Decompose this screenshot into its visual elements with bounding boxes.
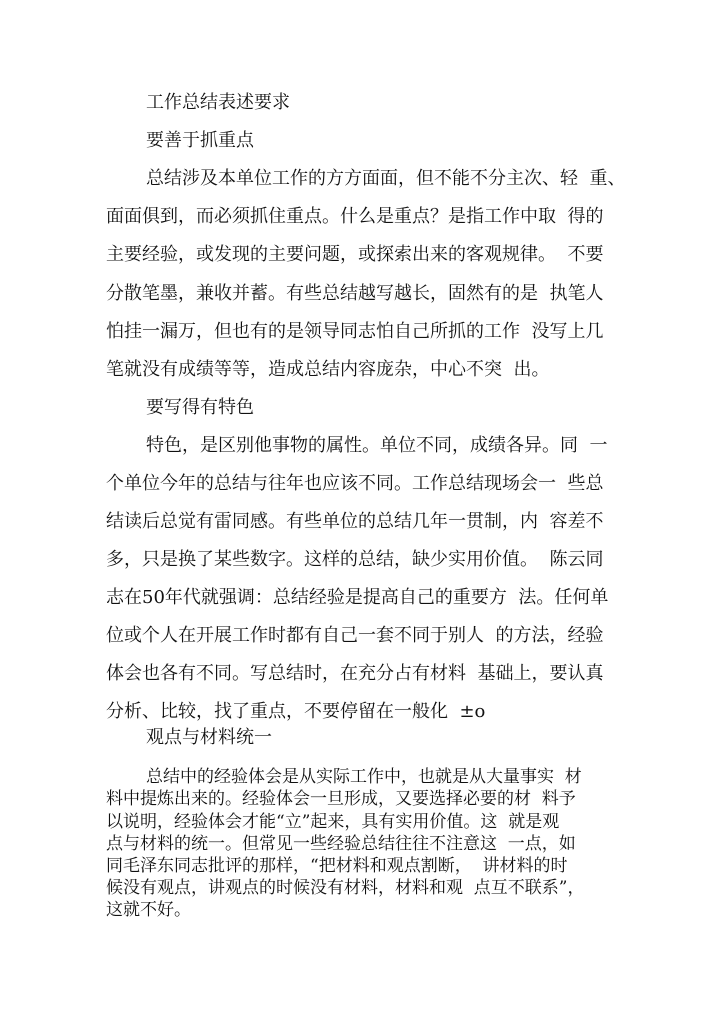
paragraph-line: 分散笔墨，兼收并蓄。有些总结越写越长，固然有的是 执笔人 bbox=[106, 283, 604, 304]
paragraph-line: 以说明，经验体会才能“立”起来，具有实用价值。这 就是观 bbox=[106, 812, 560, 832]
paragraph-line: 分析、比较，找了重点，不要停留在一般化 ±o bbox=[106, 701, 486, 722]
paragraph-line: 位或个人在开展工作时都有自己一套不同于别人 的方法，经验 bbox=[106, 625, 604, 646]
section-heading: 要善于抓重点 bbox=[146, 130, 254, 151]
paragraph-line: 笔就没有成绩等等，造成总结内容庞杂，中心不突 出。 bbox=[106, 359, 550, 380]
section-heading: 观点与材料统一 bbox=[146, 727, 272, 748]
paragraph-line: 志在50年代就强调：总结经验是提高自己的重要方 法。任何单 bbox=[106, 587, 609, 608]
paragraph-line: 同毛泽东同志批评的那样，“把材料和观点割断， 讲材料的时 bbox=[106, 856, 568, 876]
paragraph-line: 总结中的经验体会是从实际工作中，也就是从大量事实 材 bbox=[146, 767, 582, 787]
paragraph-line: 体会也各有不同。写总结时，在充分占有材料 基础上，要认真 bbox=[106, 663, 604, 684]
paragraph-line: 总结涉及本单位工作的方方面面，但不能不分主次、轻 重、 bbox=[146, 168, 626, 189]
paragraph-line: 这就不好。 bbox=[106, 900, 191, 920]
paragraph-line: 结读后总觉有雷同感。有些单位的总结几年一贯制，内 容差不 bbox=[106, 511, 604, 532]
paragraph-line: 面面俱到，而必须抓住重点。什么是重点？是指工作中取 得的 bbox=[106, 206, 604, 227]
paragraph-line: 料中提炼出来的。经验体会一旦形成，又要选择必要的材 料予 bbox=[106, 789, 576, 809]
section-heading: 要写得有特色 bbox=[146, 397, 254, 418]
paragraph-line: 点与材料的统一。但常见一些经验总结往往不注意这 一点，如 bbox=[106, 834, 576, 854]
paragraph-line: 个单位今年的总结与往年也应该不同。工作总结现场会一 些总 bbox=[106, 473, 604, 494]
document-title: 工作总结表述要求 bbox=[146, 92, 290, 113]
paragraph-line: 主要经验，或发现的主要问题，或探索出来的客观规律。 不要 bbox=[106, 244, 604, 265]
paragraph-line: 候没有观点，讲观点的时候没有材料，材料和观 点互不联系”， bbox=[106, 878, 585, 898]
paragraph-line: 怕挂一漏万，但也有的是领导同志怕自己所抓的工作 没写上几 bbox=[106, 321, 604, 342]
paragraph-line: 特色，是区别他事物的属性。单位不同，成绩各异。同 一 bbox=[146, 435, 608, 456]
paragraph-line: 多，只是换了某些数字。这样的总结，缺少实用价值。 陈云同 bbox=[106, 549, 604, 570]
